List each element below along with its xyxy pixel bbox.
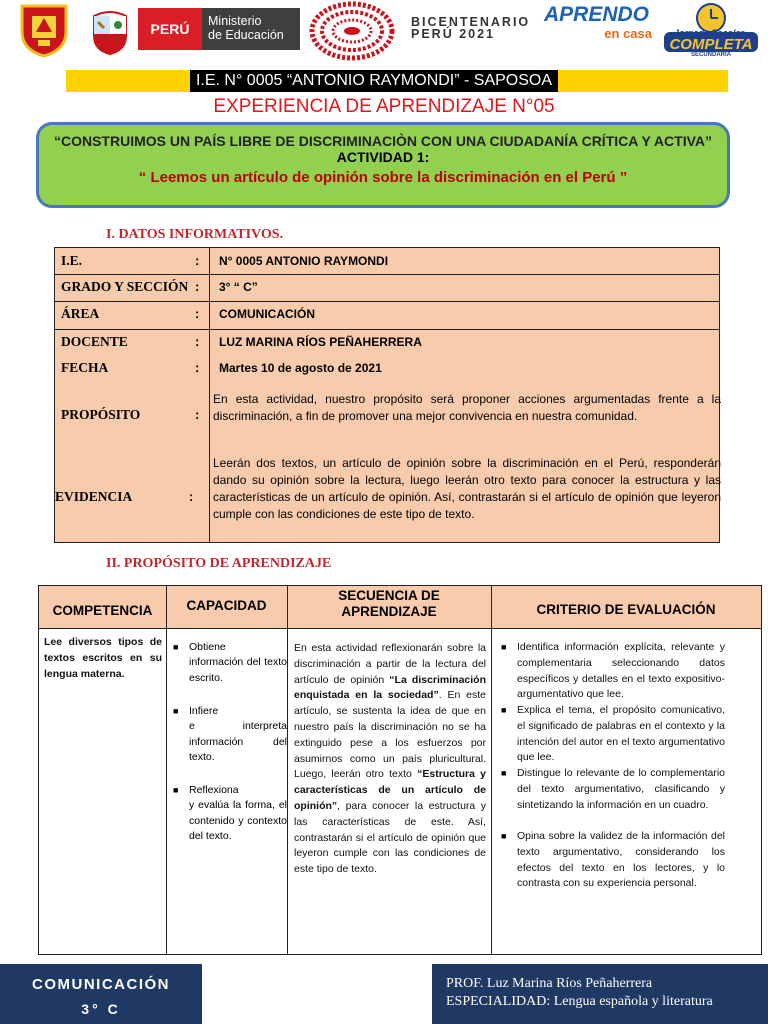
footer-area-badge: [0, 964, 202, 1024]
proposito-label: PROPÓSITO: [61, 407, 141, 422]
jornada-text: Jornada Escolar: [674, 28, 745, 38]
school-shield-logo: [18, 2, 70, 58]
learning-col-divider-2: [287, 586, 288, 954]
bicentenario-emblem-icon: [306, 0, 398, 62]
capacidad-3-head: Reflexiona: [189, 784, 239, 796]
activity-banner: [36, 122, 730, 208]
area-label: ÁREA: [61, 306, 100, 321]
evidencia-label: EVIDENCIA: [55, 489, 133, 504]
header-criterio: CRITERIO DE EVALUACIÓN: [536, 602, 716, 617]
capacidad-item-2: [171, 704, 287, 766]
ministerio-text: Ministerio: [208, 14, 262, 28]
evidencia-colon: :: [189, 489, 194, 504]
banner-activity-title: “ Leemos un artículo de opinión sobre la discriminación en el Perú ”: [138, 169, 628, 186]
educacion-text: de Educación: [208, 28, 284, 42]
peru-text: PERÚ: [150, 21, 190, 37]
criterio-item-2: Explica el tema, el propósito comunicativo, el significado de palabras en el contexto y la intención del autor en el texto argumentativo que lee.: [517, 704, 725, 764]
area-value: COMUNICACIÓN: [219, 307, 315, 321]
experiencia-title: EXPERIENCIA DE APRENDIZAJE N°05: [213, 96, 555, 117]
capacidad-3-rest: y evalúa la forma, el contenido y contexto del texto.: [189, 799, 287, 843]
datos-row-area: [55, 301, 719, 330]
banner-slogan: “CONSTRUIMOS UN PAÍS LIBRE DE DISCRIMINACIÒN CON UNA CIUDADANÍA CRÍTICA Y ACTIVA”: [53, 133, 712, 149]
footer-area: COMUNICACIÓN: [32, 976, 170, 993]
capacidad-bullet-3: ■: [173, 785, 179, 795]
learning-col-divider-3: [491, 586, 492, 954]
learning-table: [38, 585, 762, 955]
capacidad-1-head: Obtiene: [189, 641, 226, 653]
footer-especialidad: ESPECIALIDAD: Lengua española y literatura: [446, 994, 713, 1009]
fecha-value: Martes 10 de agosto de 2021: [219, 361, 382, 375]
section-datos-heading: I. DATOS INFORMATIVOS.: [106, 227, 284, 242]
grado-value: 3° “ C”: [219, 280, 258, 294]
footer-prof: PROF. Luz Marina Ríos Peñaherrera: [446, 976, 653, 991]
datos-row-fecha: [55, 355, 719, 385]
capacidad-item-3: [171, 783, 287, 845]
capacidad-2-head: Infiere: [189, 705, 219, 717]
ie-colon: :: [195, 253, 200, 268]
capacidad-2-rest: e interpreta información del texto.: [189, 720, 287, 764]
footer-teacher-badge: [432, 964, 768, 1024]
peru-coat-of-arms-logo: [88, 6, 132, 56]
criterio-bullet-1: ■: [501, 642, 507, 652]
learning-col-divider-1: [166, 586, 167, 954]
header-competencia: COMPETENCIA: [52, 603, 153, 618]
criterio-bullet-3: ■: [501, 768, 507, 778]
footer-grado: 3° C: [81, 1001, 121, 1017]
banner-activity-label: ACTIVIDAD 1:: [336, 149, 430, 165]
aprendo-text: APRENDO: [544, 3, 650, 26]
capacidad-bullet-1: ■: [173, 642, 179, 652]
datos-table: [54, 247, 720, 543]
docente-value: LUZ MARINA RÍOS PEÑAHERRERA: [219, 335, 422, 349]
area-colon: :: [195, 306, 200, 321]
minedu-logo-box: [202, 8, 300, 50]
proposito-value: En esta actividad, nuestro propósito será proponer acciones argumentadas frente a la discriminación, a fin de promover una mejor convivencia en nuestra comunidad.: [213, 392, 721, 423]
title-accent-left: [66, 70, 190, 92]
secuencia-part-3: , para conocer la estructura y las características de este. Así, contrastarán si el artículo de opinión que leyeron cumple con las condiciones de este tipo de texto.: [294, 799, 486, 876]
datos-row-ie: [55, 248, 719, 275]
secuencia-part-2: . En este artículo, se sustenta la idea de que en nuestro país la discriminación no se ha extinguido pese a los esfuerzos por asumirnos como un país pluricultural. Luego, leerán otro texto: [294, 689, 486, 781]
en-casa-text: en casa: [604, 26, 652, 41]
peru-2021-text: PERÚ 2021: [411, 27, 496, 41]
proposito-colon: :: [195, 407, 200, 422]
logo-bar: [0, 0, 768, 62]
datos-row-docente: [55, 329, 719, 355]
section-proposito-heading: II. PROPÓSITO DE APRENDIZAJE: [106, 556, 332, 571]
datos-row-evidencia: [55, 443, 719, 542]
aprendo-en-casa-logo: [544, 4, 656, 52]
school-title: I.E. N° 0005 “ANTONIO RAYMONDI” - SAPOSOA: [190, 70, 558, 92]
ie-value: N° 0005 ANTONIO RAYMONDI: [219, 254, 389, 268]
title-accent-right: [558, 70, 728, 92]
grado-label: GRADO Y SECCIÓN: [61, 279, 189, 294]
criterio-item-1: Identifica información explícita, relevante y complementaria seleccionando datos específicos y detalles en el texto expositivo-argumentativo que lee.: [517, 641, 725, 701]
competencia-text: Lee diversos tipos de textos escritos en su lengua materna.: [44, 636, 162, 680]
evidencia-value: Leerán dos textos, un artículo de opinión sobre la discriminación en el Perú, responderán dando su opinión sobre la lectura, luego leerán otro texto para conocer la estructura y las características de un artículo de opinión. Así, contrastarán si el artículo de opinión que leyeron cumple con las condiciones de este tipo de texto.: [213, 456, 721, 521]
criterio-item-3: Distingue lo relevante de lo complementario del texto argumentativo, clasificando y sintetizando la información en un cuadro.: [517, 767, 725, 811]
criterio-bullet-4: ■: [501, 831, 507, 841]
secundaria-text: SECUNDARIA: [690, 52, 731, 58]
capacidad-1-rest: información del texto escrito.: [189, 656, 287, 684]
bicentenario-text: BICENTENARIO: [411, 15, 531, 29]
docente-colon: :: [195, 334, 200, 349]
ie-label: I.E.: [61, 253, 83, 268]
fecha-label: FECHA: [61, 360, 109, 375]
datos-row-grado: [55, 274, 719, 302]
peru-logo-box: [138, 8, 202, 50]
secuencia-bold-1: “La discriminación enquistada en la sociedad”: [294, 673, 487, 702]
secuencia-bold-2: “Estructura y características de un artículo de opinión”: [294, 768, 486, 812]
header-capacidad: CAPACIDAD: [186, 598, 267, 613]
secuencia-text: [294, 641, 486, 878]
grado-colon: :: [195, 279, 200, 294]
header-secuencia: SECUENCIA DE APRENDIZAJE: [338, 588, 440, 619]
bicentenario-text-block: [411, 16, 530, 40]
fecha-colon: :: [195, 360, 200, 375]
jornada-escolar-logo: [660, 2, 762, 60]
completa-text: COMPLETA: [669, 36, 753, 53]
capacidad-bullet-2: ■: [173, 706, 179, 716]
secuencia-part-1: En esta actividad reflexionarán sobre la discriminación a partir de la lectura del artículo de opinión: [294, 642, 486, 686]
docente-label: DOCENTE: [61, 334, 128, 349]
datos-row-proposito: [55, 385, 719, 443]
criterio-item-4: Opina sobre la validez de la información del texto argumentativo, considerando los efectos del texto en los lectores, y lo contrasta con su experiencia personal.: [517, 830, 725, 890]
capacidad-item-1: [171, 640, 287, 686]
criterio-bullet-2: ■: [501, 705, 507, 715]
